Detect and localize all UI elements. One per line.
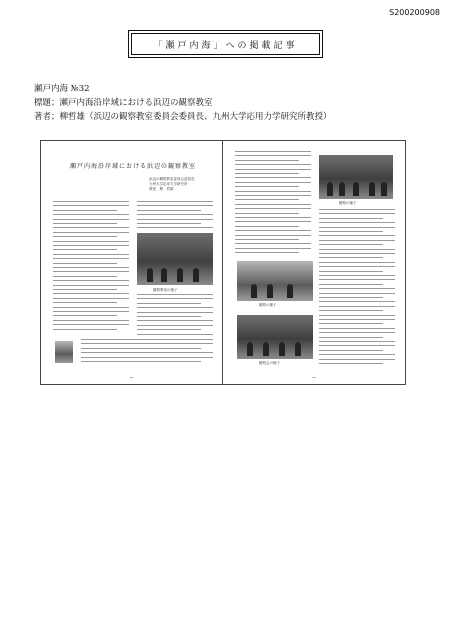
photo-caption: 観察の様子 [259,303,277,307]
text-line [53,271,129,272]
text-line [235,217,311,218]
text-line [53,307,129,308]
text-line [319,332,395,333]
text-line [235,173,299,174]
text-line [319,350,383,351]
text-line [137,316,201,317]
text-line [53,320,129,321]
title-line: 標題；瀬戸内海沿岸域における浜辺の観察教室 [34,98,213,108]
text-line [53,329,117,330]
text-line [319,279,395,280]
article-page-left [40,140,223,385]
text-line [53,223,117,224]
text-line [53,324,129,325]
text-line [137,312,213,313]
text-line [319,222,395,223]
article-title: 瀬戸内海沿岸域における浜辺の観察教室 [69,163,196,170]
text-line [319,284,383,285]
text-line [235,221,311,222]
text-line [235,226,299,227]
text-line [137,219,213,220]
text-line [235,169,311,170]
text-line [235,199,299,200]
document-id: S200200908 [389,8,440,17]
text-line [81,357,213,358]
text-line [235,177,311,178]
text-line [235,243,311,244]
text-line [235,204,311,205]
text-line [235,151,311,152]
text-line [235,252,299,253]
article-byline-3: 教授 柳 哲雄 [149,187,174,191]
text-line [53,249,117,250]
text-line [319,306,395,307]
document-heading: 「瀬戸内海」への掲載記事 [153,40,298,51]
text-line [319,359,395,360]
text-line [137,205,213,206]
text-line [53,280,129,281]
text-line [319,363,383,364]
text-line [319,310,383,311]
text-line [53,214,129,215]
article-page-right [223,140,406,385]
text-line [319,271,383,272]
text-line [235,195,311,196]
text-line [235,186,299,187]
text-line [235,160,299,161]
text-line [235,155,311,156]
text-line [235,164,311,165]
text-line [319,328,395,329]
text-line [53,219,129,220]
text-line [319,275,395,276]
text-line [137,201,213,202]
text-line [319,301,395,302]
text-line [81,348,201,349]
text-line [53,315,117,316]
text-line [81,361,201,362]
text-line [137,223,201,224]
text-line [319,213,395,214]
text-line [53,210,117,211]
text-line [319,288,395,289]
text-line [235,213,299,214]
text-line [319,244,383,245]
text-line [319,257,383,258]
photo-caption: 観察の様子 [339,201,357,205]
text-line [53,285,129,286]
text-line [53,289,117,290]
text-line [53,302,117,303]
text-line [319,209,395,210]
text-line [137,307,213,308]
text-line [53,241,129,242]
article-photo [319,155,393,199]
text-line [53,245,129,246]
text-line [319,231,383,232]
text-line [53,254,129,255]
document-heading-box [128,30,323,58]
text-line [137,320,213,321]
text-line [319,319,395,320]
text-line [235,230,311,231]
article-byline-2: 九州大学応用力学研究所 [149,182,188,186]
text-line [235,239,299,240]
text-line [319,235,395,236]
article-photo [237,315,313,359]
photo-caption: 観察教室の様子 [153,288,178,292]
text-line [319,297,383,298]
photo-caption: 観察会の様子 [259,361,280,365]
text-line [319,253,395,254]
text-line [53,205,129,206]
text-line [235,208,311,209]
text-line [137,227,213,228]
text-line [53,258,129,259]
author-line: 著者；柳哲雄（浜辺の観察教室委員会委員長、九州大学応用力学研究所教授） [34,112,332,122]
text-line [319,315,395,316]
text-line [319,262,395,263]
article-photo [137,233,213,285]
text-line [137,325,213,326]
text-line [53,293,129,294]
text-line [53,276,117,277]
text-line [81,352,213,353]
text-line [53,298,129,299]
text-line [53,227,129,228]
text-line [319,249,395,250]
text-line [53,201,129,202]
text-line [319,293,395,294]
text-line [53,236,117,237]
text-line [137,294,213,295]
text-line [235,191,311,192]
text-line [137,303,201,304]
text-line [53,311,129,312]
text-line [137,334,213,335]
text-line [53,267,129,268]
text-line [319,345,395,346]
text-line [319,218,383,219]
text-line [319,323,383,324]
article-photo [237,261,313,301]
text-line [319,354,395,355]
text-line [319,341,395,342]
text-line [235,235,311,236]
text-line [319,266,395,267]
text-line [319,227,395,228]
page-number-right: — [312,375,316,380]
article-byline-1: 浜辺の観察教室委員会委員長 [149,177,195,181]
text-line [319,240,395,241]
text-line [319,337,383,338]
author-portrait [55,341,73,363]
text-line [81,339,213,340]
text-line [53,232,129,233]
page-number-left: — [129,375,134,380]
text-line [137,298,213,299]
text-line [137,214,213,215]
text-line [137,329,201,330]
text-line [235,182,311,183]
text-line [81,343,213,344]
text-line [53,263,117,264]
text-line [137,210,201,211]
text-line [235,248,311,249]
publication-line: 瀬戸内海 №32 [34,84,90,94]
